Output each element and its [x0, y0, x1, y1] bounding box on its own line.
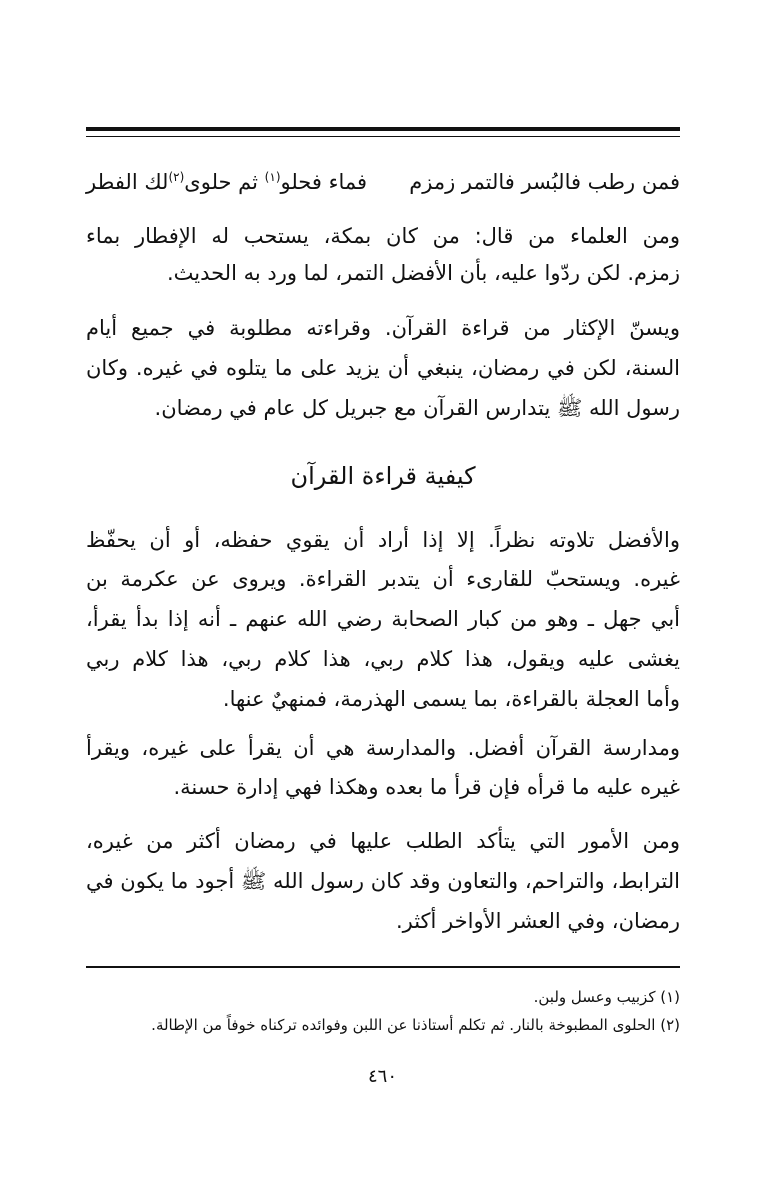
footnote-1: (١) كزبيب وعسل ولبن.: [533, 988, 680, 1006]
section-heading: كيفية قراءة القرآن: [290, 462, 476, 490]
footnote-2: (٢) الحلوى المطبوخة بالنار. ثم تكلم أستاذنا عن اللبن وفوائده تركناه خوفاً من الإطالة.: [151, 1016, 680, 1034]
footnote-marker: (١): [264, 170, 281, 184]
verse-text: ثم حلوى: [184, 170, 265, 194]
text-line: أبي جهل ـ وهو من كبار الصحابة رضي الله عنهم ـ أنه إذا بدأ يقرأ،: [86, 607, 680, 631]
poem-verse: [86, 160, 680, 204]
text-line: يغشى عليه ويقول، هذا كلام ربي، هذا كلام ربي، هذا كلام ربي: [86, 647, 680, 671]
footnote-marker: (٢): [168, 170, 185, 184]
text-line: ويسنّ الإكثار من قراءة القرآن. وقراءته مطلوبة في جميع أيام: [86, 316, 680, 340]
footnote-rule: [86, 966, 680, 968]
page-number: ٤٦٠: [367, 1066, 397, 1087]
text-line: غيره عليه ما قرأه فإن قرأ ما بعده وهكذا فهي إدارة حسنة.: [173, 775, 680, 799]
text-line: رمضان، وفي العشر الأواخر أكثر.: [395, 909, 680, 933]
header-rule-thin: [86, 136, 680, 137]
text-line: رسول الله ﷺ يتدارس القرآن مع جبريل كل عام في رمضان.: [154, 396, 680, 420]
text-line: زمزم. لكن ردّوا عليه، بأن الأفضل التمر، لما ورد به الحديث.: [166, 261, 680, 285]
header-rule-thick: [86, 127, 680, 131]
text-line: والأفضل تلاوته نظراً. إلا إذا أراد أن يقوي حفظه، أو أن يحفّظ: [86, 528, 680, 552]
text-line: غيره. ويستحبّ للقارىء أن يتدبر القراءة. ويروى عن عكرمة بن: [86, 567, 680, 591]
verse-text: فمن رطب فالبُسر فالتمر زمزم: [409, 170, 680, 194]
text-line: الترابط، والتراحم، والتعاون وقد كان رسول الله ﷺ أجود ما يكون في: [86, 869, 680, 893]
text-line: السنة، لكن في رمضان، ينبغي أن يزيد على ما يتلوه في غيره. وكان: [86, 356, 680, 380]
verse-hemistich-second: [86, 160, 367, 204]
verse-text: لك الفطر: [86, 170, 169, 194]
verse-hemistich-first: [409, 160, 680, 204]
verse-text: فماء فحلو: [280, 170, 368, 194]
text-line: وأما العجلة بالقراءة، بما يسمى الهذرمة، فمنهيٌ عنها.: [222, 687, 680, 711]
text-line: ومن العلماء من قال: من كان بمكة، يستحب له الإفطار بماء: [86, 224, 680, 248]
text-line: ومن الأمور التي يتأكد الطلب عليها في رمضان أكثر من غيره،: [86, 829, 680, 853]
text-line: ومدارسة القرآن أفضل. والمدارسة هي أن يقرأ على غيره، ويقرأ: [86, 736, 680, 760]
